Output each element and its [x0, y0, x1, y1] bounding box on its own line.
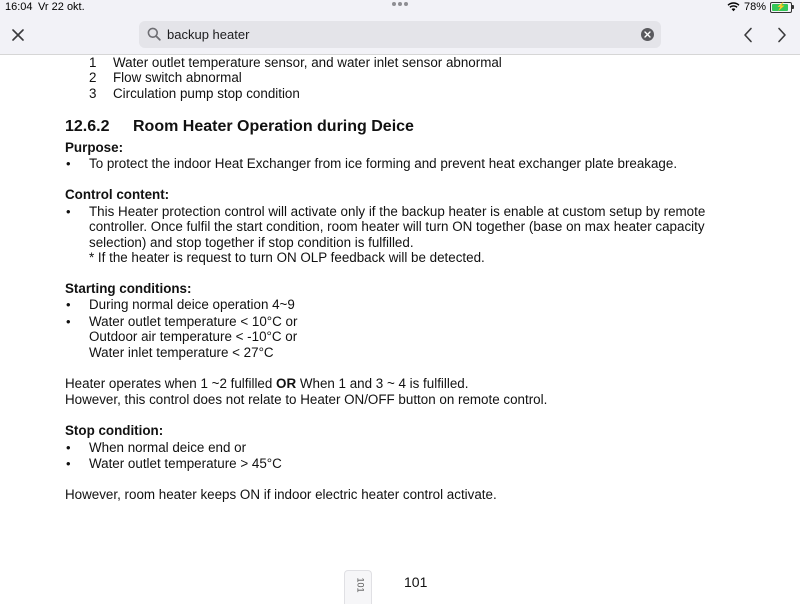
status-time: 16:04 — [5, 1, 33, 13]
heater-operates-text — [65, 376, 468, 392]
or-keyword: OR — [276, 376, 297, 391]
list-number: 2 — [89, 70, 97, 85]
heater-text-a: Heater operates when 1 ~2 fulfilled — [65, 376, 277, 391]
clear-circle-icon — [644, 31, 651, 38]
final-note-text: However, room heater keeps ON if indoor electric heater control activate. — [65, 487, 497, 502]
bullet: • — [66, 440, 71, 455]
close-icon — [12, 29, 24, 41]
bullet: • — [66, 156, 71, 171]
status-right — [727, 1, 792, 13]
next-result-button[interactable] — [771, 24, 793, 46]
heater-text-b: When 1 and 3 ~ 4 is fulfilled. — [296, 376, 469, 391]
status-bar — [0, 0, 800, 16]
search-field[interactable] — [139, 21, 661, 48]
find-toolbar — [0, 16, 800, 55]
previous-result-button[interactable] — [737, 24, 759, 46]
starting-text: Outdoor air temperature < -10°C or — [89, 329, 298, 344]
starting-text: Water outlet temperature < 10°C or — [89, 314, 298, 329]
control-text: controller. Once fulfil the start condition, room heater will turn ON together (base on max heater capacity — [89, 219, 705, 234]
chevron-left-icon — [743, 27, 753, 43]
battery-percent: 78% — [743, 1, 766, 13]
wifi-icon — [727, 2, 740, 12]
page-number: 101 — [404, 574, 428, 590]
document-page[interactable] — [0, 55, 800, 600]
battery-icon — [770, 2, 792, 13]
bullet: • — [66, 204, 71, 219]
status-date: Vr 22 okt. — [38, 1, 85, 13]
list-item: Circulation pump stop condition — [113, 86, 300, 101]
heater-note-text: However, this control does not relate to Heater ON/OFF button on remote control. — [65, 392, 548, 407]
control-text: * If the heater is request to turn ON OLP feedback will be detected. — [89, 250, 485, 265]
section-title: Room Heater Operation during Deice — [133, 118, 414, 135]
list-item: Flow switch abnormal — [113, 70, 242, 85]
stop-label: Stop condition: — [65, 423, 164, 438]
bullet: • — [66, 456, 71, 471]
control-text: This Heater protection control will activate only if the backup heater is enable at custom setup by remote — [89, 204, 706, 219]
clear-search-button[interactable] — [641, 28, 654, 41]
page-thumbnail-label: 101 — [355, 577, 366, 593]
starting-text: During normal deice operation 4~9 — [89, 297, 295, 312]
purpose-text: To protect the indoor Heat Exchanger from ice forming and prevent heat exchanger plate breakage. — [89, 156, 678, 171]
section-number: 12.6.2 — [65, 118, 110, 135]
control-text: selection) and stop together if stop condition is fulfilled. — [89, 235, 414, 250]
control-label: Control content: — [65, 187, 170, 202]
list-item: Water outlet temperature sensor, and water inlet sensor abnormal — [113, 55, 502, 70]
starting-label: Starting conditions: — [65, 281, 192, 296]
starting-text: Water inlet temperature < 27°C — [89, 345, 274, 360]
multitasking-dots-icon[interactable] — [392, 2, 408, 6]
stop-text: Water outlet temperature > 45°C — [89, 456, 282, 471]
search-input[interactable] — [167, 24, 627, 44]
bullet: • — [66, 297, 71, 312]
charging-bolt-icon: ⚡ — [776, 2, 786, 11]
list-number: 3 — [89, 86, 97, 101]
stop-text: When normal deice end or — [89, 440, 247, 455]
chevron-right-icon — [777, 27, 787, 43]
search-icon — [147, 27, 161, 41]
page-thumbnail[interactable] — [344, 570, 372, 604]
close-button[interactable] — [6, 23, 30, 47]
bullet: • — [66, 314, 71, 329]
list-number: 1 — [89, 55, 97, 70]
purpose-label: Purpose: — [65, 140, 124, 155]
